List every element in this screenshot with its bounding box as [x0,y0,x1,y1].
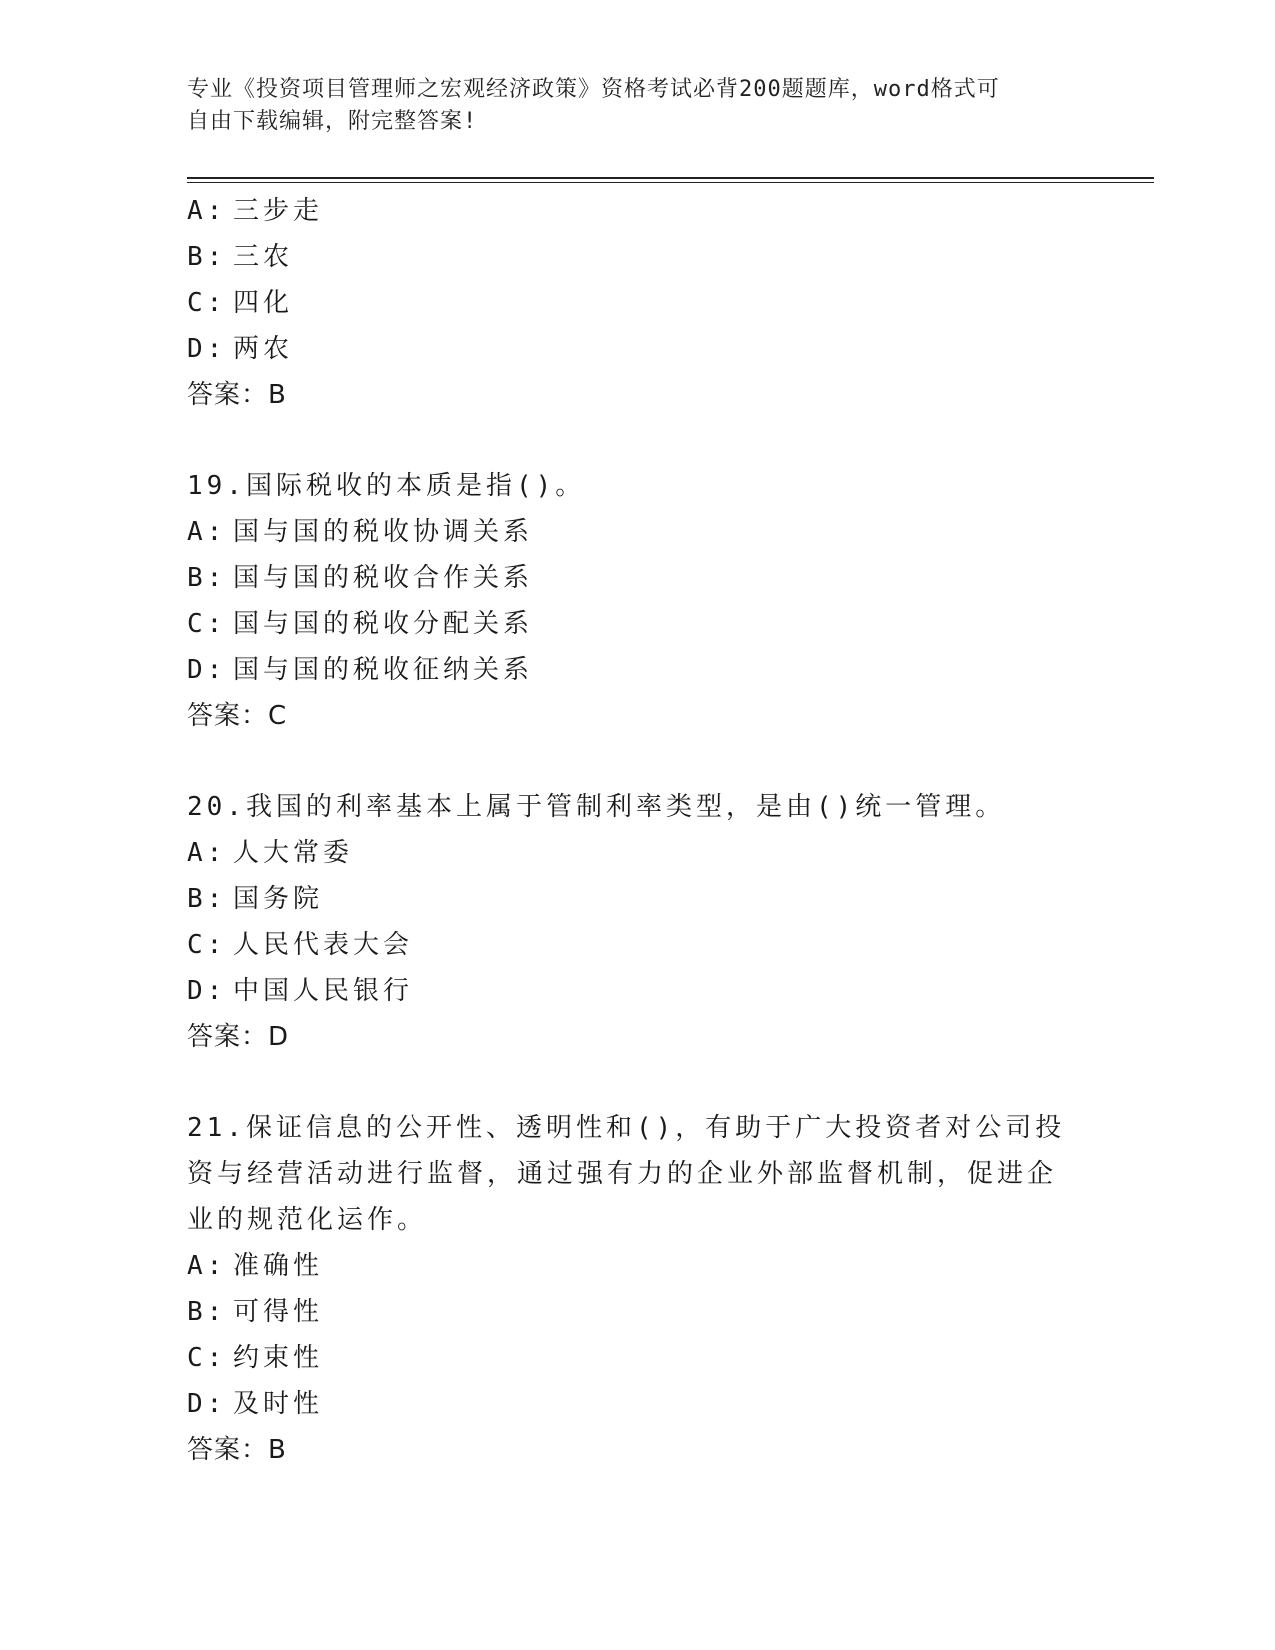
option-label: C: [187,288,227,318]
option-text: 约束性 [233,1343,324,1373]
option-label: A: [187,517,227,547]
spacer [187,418,1087,463]
option-label: D: [187,1389,227,1419]
option-text: 国务院 [233,884,324,914]
question-list [187,188,1087,1473]
spacer [187,1060,1087,1105]
spacer [187,739,1087,784]
option-text: 两农 [233,334,294,364]
option-text: 国与国的税收协调关系 [233,517,534,547]
question-stem: 19.国际税收的本质是指()。 [187,471,586,501]
option-label: A: [187,196,227,226]
option-a [187,1243,1087,1289]
option-b [187,1289,1087,1335]
option-label: B: [187,242,227,272]
header-line-1: 专业《投资项目管理师之宏观经济政策》资格考试必背200题题库，word格式可 [187,77,1000,102]
option-text: 可得性 [233,1297,324,1327]
option-a [187,509,1087,555]
header-rule-thick [187,177,1154,179]
question-block-19 [187,463,1087,739]
option-label: B: [187,1297,227,1327]
option-label: C: [187,609,227,639]
question-stem: 20.我国的利率基本上属于管制利率类型，是由()统一管理。 [187,792,1006,822]
option-d [187,1381,1087,1427]
option-c [187,1335,1087,1381]
question-block-20 [187,784,1087,1060]
option-label: D: [187,655,227,685]
option-label: D: [187,334,227,364]
question-stem: 21.保证信息的公开性、透明性和()，有助于广大投资者对公司投资与经营活动进行监督，通过强有力的企业外部监督机制，促进企业的规范化运作。 [187,1113,1066,1235]
option-label: B: [187,884,227,914]
option-text: 国与国的税收分配关系 [233,609,534,639]
option-label: A: [187,1251,227,1281]
option-text: 中国人民银行 [233,976,414,1006]
option-b [187,555,1087,601]
option-label: A: [187,838,227,868]
option-c [187,601,1087,647]
answer-line: 答案：D [187,1022,290,1052]
option-a [187,188,1087,234]
option-d [187,968,1087,1014]
option-label: C: [187,930,227,960]
option-label: B: [187,563,227,593]
header-rule-thin [187,182,1154,183]
option-text: 及时性 [233,1389,324,1419]
option-text: 三步走 [233,196,324,226]
option-label: D: [187,976,227,1006]
option-c [187,280,1087,326]
option-d [187,647,1087,693]
option-d [187,326,1087,372]
option-text: 国与国的税收征纳关系 [233,655,534,685]
option-text: 国与国的税收合作关系 [233,563,534,593]
answer-line: 答案：B [187,380,287,410]
answer-line: 答案：B [187,1435,287,1465]
option-a [187,830,1087,876]
option-text: 人民代表大会 [233,930,414,960]
question-block-21 [187,1105,1087,1473]
option-c [187,922,1087,968]
option-b [187,876,1087,922]
option-text: 人大常委 [233,838,354,868]
header-line-2: 自由下载编辑，附完整答案! [187,109,478,134]
option-text: 三农 [233,242,294,272]
question-block-18 [187,188,1087,418]
answer-line: 答案：C [187,701,288,731]
option-text: 四化 [233,288,294,318]
option-b [187,234,1087,280]
option-label: C: [187,1343,227,1373]
document-header [187,74,1067,138]
option-text: 准确性 [233,1251,324,1281]
